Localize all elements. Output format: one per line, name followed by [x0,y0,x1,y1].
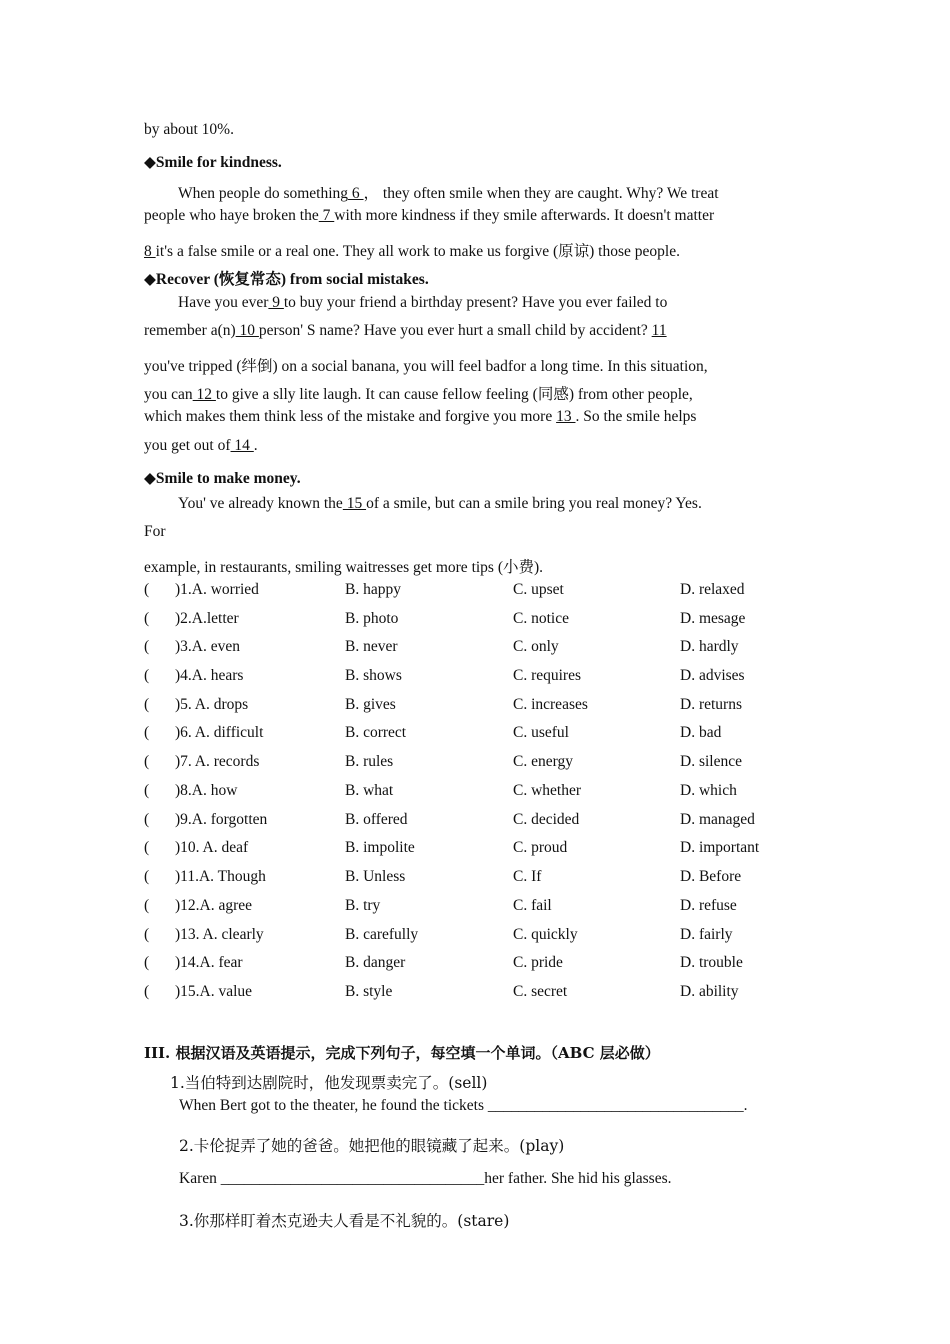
option-c: C. only [513,638,559,655]
option-b: B. impolite [345,839,415,856]
passage-text: ， they often smile when they are caught. Why? We treat [363,185,719,202]
passage-text: . So the smile helps [575,408,697,425]
option-c: C. If [513,868,542,885]
answer-paren: ( [144,581,150,598]
passage-line [144,207,714,225]
option-b: B. shows [345,667,402,684]
option-row [0,839,950,859]
section-heading-recover: ◆Recover (恢复常态) from social mistakes. [144,271,429,288]
passage-text: Have you ever [178,294,269,311]
option-a: )14.A. fear [175,954,243,971]
option-c: C. quickly [513,926,578,943]
option-row [0,638,950,658]
passage-line [144,239,680,261]
blank-6: 6 [348,185,364,202]
blank-10: 10 [235,322,259,339]
passage-line: For [144,523,166,540]
answer-paren: ( [144,753,150,770]
option-a: )8.A. how [175,782,238,799]
option-row [0,724,950,744]
passage-line [144,437,258,455]
option-a: )9.A. forgotten [175,811,268,828]
answer-paren: ( [144,811,150,828]
passage-line [144,382,693,404]
option-c: C. upset [513,581,564,598]
passage-line [178,495,702,513]
option-c: C. whether [513,782,582,799]
option-a: )12.A. agree [175,897,253,914]
option-row [0,897,950,917]
option-d: D. relaxed [680,581,745,598]
option-a: )1.A. worried [175,581,259,598]
option-c: C. fail [513,897,552,914]
option-b: B. carefully [345,926,419,943]
answer-paren: ( [144,868,150,885]
answer-paren: ( [144,954,150,971]
option-d: D. silence [680,753,742,770]
passage-text: You' ve already known the [178,495,343,512]
answer-paren: ( [144,667,150,684]
answer-paren: ( [144,724,150,741]
option-d: D. which [680,782,737,799]
passage-line [178,294,667,312]
option-c: C. notice [513,610,569,627]
option-b: B. happy [345,581,401,598]
blank-7: 7 [318,207,335,224]
option-d: D. Before [680,868,742,885]
option-d: D. hardly [680,638,739,655]
option-c: C. useful [513,724,569,741]
passage-text: which makes them think less of the mistake and forgive you more [144,408,557,425]
passage-text: you get out of [144,437,231,454]
section-heading-money: ◆Smile to make money. [144,470,301,487]
passage-text: it's a false smile or a real one. They all work to make us forgive (原谅) those people. [155,243,680,260]
passage-line [178,181,719,203]
option-a: )13. A. clearly [175,926,264,943]
option-a: )5. A. drops [175,696,249,713]
answer-paren: ( [144,983,150,1000]
blank-8: 8 [144,243,156,260]
option-c: C. increases [513,696,588,713]
answer-paren: ( [144,638,150,655]
option-b: B. rules [345,753,394,770]
blank-15: 15 [342,495,367,512]
answer-paren: ( [144,610,150,627]
option-b: B. style [345,983,393,1000]
option-b: B. never [345,638,398,655]
option-a: )4.A. hears [175,667,244,684]
option-d: D. bad [680,724,722,741]
option-c: C. decided [513,811,580,828]
option-row [0,983,950,1003]
section-heading-kindness: ◆Smile for kindness. [144,154,282,171]
blank-9: 9 [268,294,284,311]
option-c: C. pride [513,954,563,971]
option-c: C. energy [513,753,573,770]
option-b: B. photo [345,610,399,627]
answer-paren: ( [144,926,150,943]
question-1-english: When Bert got to the theater, he found the tickets _________________________________. [179,1097,748,1114]
option-row [0,696,950,716]
option-b: B. danger [345,954,406,971]
passage-text: to buy your friend a birthday present? Have you ever failed to [283,294,668,311]
option-d: D. returns [680,696,742,713]
option-d: D. ability [680,983,739,1000]
question-3-chinese: 3.你那样盯着杰克逊夫人看是不礼貌的。(stare) [179,1212,510,1230]
passage-text: . [253,437,258,454]
answer-paren: ( [144,696,150,713]
option-row [0,610,950,630]
option-b: B. Unless [345,868,406,885]
option-row [0,753,950,773]
option-d: D. advises [680,667,745,684]
passage-text: to give a slly lite laugh. It can cause fellow feeling (同感) from other people, [215,386,693,403]
option-a: )11.A. Though [175,868,266,885]
option-c: C. secret [513,983,568,1000]
option-b: B. what [345,782,394,799]
passage-text: of a smile, but can a smile bring you real money? Yes. [366,495,702,512]
passage-line [144,408,696,426]
option-a: )2.A.letter [175,610,239,627]
blank-11: 11 [651,322,667,339]
answer-paren: ( [144,897,150,914]
passage-text: you can [144,386,193,403]
option-row [0,926,950,946]
option-c: C. proud [513,839,568,856]
option-b: B. try [345,897,381,914]
option-a: )7. A. records [175,753,260,770]
passage-text: people who haye broken the [144,207,319,224]
passage-text: When people do something [178,185,349,202]
option-row [0,782,950,802]
option-row [0,667,950,687]
option-row [0,954,950,974]
section-3-heading: III. 根据汉语及英语提示，完成下列句子，每空填一个单词。（ABC 层必做） [144,1044,660,1062]
option-d: D. mesage [680,610,746,627]
blank-13: 13 [556,408,576,425]
blank-14: 14 [230,437,254,454]
option-d: D. trouble [680,954,743,971]
option-a: )3.A. even [175,638,240,655]
passage-text: remember a(n) [144,322,236,339]
passage-line: by about 10%. [144,121,234,138]
passage-text: person' S name? Have you ever hurt a small child by accident? [258,322,652,339]
question-1-chinese: 1.当伯特到达剧院时，他发现票卖完了。(sell) [170,1074,488,1092]
option-b: B. offered [345,811,408,828]
option-b: B. correct [345,724,407,741]
option-row [0,581,950,601]
option-a: )15.A. value [175,983,253,1000]
answer-paren: ( [144,782,150,799]
option-d: D. fairly [680,926,733,943]
answer-paren: ( [144,839,150,856]
blank-12: 12 [192,386,216,403]
question-2-chinese: 2.卡伦捉弄了她的爸爸。她把他的眼镜藏了起来。(play) [179,1137,565,1155]
option-b: B. gives [345,696,396,713]
option-d: D. important [680,839,760,856]
passage-line: you've tripped (绊倒) on a social banana, you will feel badfor a long time. In this situation, [144,358,708,375]
passage-line: example, in restaurants, smiling waitresses get more tips (小费). [144,559,544,576]
option-a: )10. A. deaf [175,839,249,856]
option-d: D. refuse [680,897,737,914]
option-row [0,811,950,831]
passage-line [144,322,667,340]
question-2-english: Karen __________________________________her father. She hid his glasses. [179,1170,672,1187]
option-row [0,868,950,888]
passage-text: with more kindness if they smile afterwards. It doesn't matter [334,207,715,224]
option-c: C. requires [513,667,582,684]
option-a: )6. A. difficult [175,724,264,741]
option-d: D. managed [680,811,755,828]
